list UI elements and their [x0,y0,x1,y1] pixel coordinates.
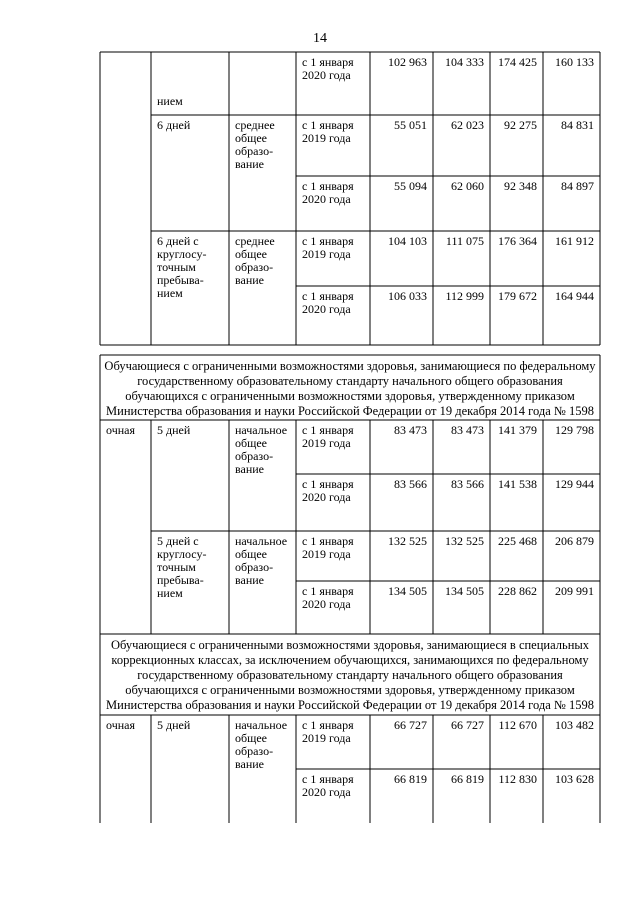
value-cell: 132 525 [445,534,484,548]
period-cell: пребыва- [157,273,204,287]
value-cell: 176 364 [498,234,537,248]
education-cell: среднее [235,118,275,132]
value-cell: 174 425 [498,55,537,69]
period-cell: точным [157,260,196,274]
date-cell: 2019 года [302,131,351,145]
date-cell: с 1 января [302,718,354,732]
education-cell: общее [235,131,267,145]
value-cell: 225 468 [498,534,537,548]
education-cell: общее [235,247,267,261]
education-cell: общее [235,731,267,745]
value-cell: 164 944 [555,289,594,303]
education-cell: начальное [235,423,288,437]
value-cell: 104 333 [445,55,484,69]
education-cell: общее [235,436,267,450]
value-cell: 62 023 [451,118,484,132]
value-cell: 66 727 [451,718,484,732]
period-cell: круглосу- [157,547,207,561]
education-cell: образо- [235,144,274,158]
education-cell: вание [235,273,265,287]
value-cell: 132 525 [388,534,427,548]
value-cell: 129 944 [555,477,594,491]
date-cell: с 1 января [302,534,354,548]
value-cell: 84 897 [561,179,594,193]
date-cell: с 1 января [302,179,354,193]
date-cell: 2020 года [302,302,351,316]
value-cell: 102 963 [388,55,427,69]
period-cell: нием [157,286,183,300]
value-cell: 106 033 [388,289,427,303]
value-cell: 134 505 [388,584,427,598]
value-cell: 66 727 [394,718,427,732]
education-cell: вание [235,157,265,171]
value-cell: 141 379 [498,423,537,437]
value-cell: 92 275 [504,118,537,132]
education-cell: вание [235,757,265,771]
date-cell: 2020 года [302,68,351,82]
value-cell: 160 133 [555,55,594,69]
education-cell: общее [235,547,267,561]
education-cell: начальное [235,534,288,548]
date-cell: 2019 года [302,436,351,450]
date-cell: с 1 января [302,289,354,303]
education-cell: образо- [235,260,274,274]
section-caption: Обучающиеся с ограниченными возможностями здоровья, занимающиеся в специальных коррекционных классах, за исключением обучающихся, занимающихся по федеральному государственному образовательному стандарту начального общего образования обучающихся с ограниченными возможностями здоровья, утвержденному приказом Министерства образования и науки Российской Федерации от 19 декабря 2014 года № 1598 [106,638,594,712]
value-cell: 55 094 [394,179,427,193]
education-cell: вание [235,573,265,587]
date-cell: с 1 января [302,118,354,132]
date-cell: 2020 года [302,490,351,504]
value-cell: 179 672 [498,289,537,303]
value-cell: 112 999 [445,289,484,303]
date-cell: 2020 года [302,597,351,611]
education-cell: образо- [235,560,274,574]
value-cell: 83 473 [394,423,427,437]
date-cell: 2019 года [302,247,351,261]
period-cell: пребыва- [157,573,204,587]
period-cell: 5 дней [157,423,191,437]
value-cell: 83 473 [451,423,484,437]
value-cell: 209 991 [555,584,594,598]
value-cell: 228 862 [498,584,537,598]
value-cell: 103 628 [555,772,594,786]
value-cell: 141 538 [498,477,537,491]
value-cell: 206 879 [555,534,594,548]
value-cell: 66 819 [451,772,484,786]
value-cell: 92 348 [504,179,537,193]
period-cell: нием [157,94,183,108]
value-cell: 112 830 [498,772,537,786]
period-cell: 5 дней [157,718,191,732]
page-number: 14 [313,31,327,46]
section-caption: Обучающиеся с ограниченными возможностями здоровья, занимающиеся по федеральному государственному образовательному стандарту начального общего образования обучающихся с ограниченными возможностями здоровья, утвержденному приказом Министерства образования и науки Российской Федерации от 19 декабря 2014 года № 1598 [104,359,596,418]
value-cell: 134 505 [445,584,484,598]
date-cell: 2020 года [302,192,351,206]
date-cell: с 1 января [302,584,354,598]
value-cell: 55 051 [394,118,427,132]
date-cell: 2020 года [302,785,351,799]
date-cell: с 1 января [302,55,354,69]
date-cell: с 1 января [302,477,354,491]
period-cell: нием [157,586,183,600]
date-cell: с 1 января [302,234,354,248]
value-cell: 84 831 [561,118,594,132]
value-cell: 161 912 [555,234,594,248]
education-cell: образо- [235,744,274,758]
period-cell: точным [157,560,196,574]
period-cell: 6 дней с [157,234,199,248]
date-cell: 2019 года [302,731,351,745]
value-cell: 62 060 [451,179,484,193]
form-cell: очная [106,423,135,437]
date-cell: с 1 января [302,423,354,437]
period-cell: круглосу- [157,247,207,261]
period-cell: 6 дней [157,118,191,132]
value-cell: 112 670 [498,718,537,732]
education-cell: начальное [235,718,288,732]
value-cell: 103 482 [555,718,594,732]
value-cell: 83 566 [451,477,484,491]
education-cell: вание [235,462,265,476]
date-cell: с 1 января [302,772,354,786]
value-cell: 66 819 [394,772,427,786]
value-cell: 83 566 [394,477,427,491]
education-cell: среднее [235,234,275,248]
date-cell: 2019 года [302,547,351,561]
form-cell: очная [106,718,135,732]
value-cell: 104 103 [388,234,427,248]
value-cell: 129 798 [555,423,594,437]
value-cell: 111 075 [445,234,484,248]
period-cell: 5 дней с [157,534,199,548]
education-cell: образо- [235,449,274,463]
